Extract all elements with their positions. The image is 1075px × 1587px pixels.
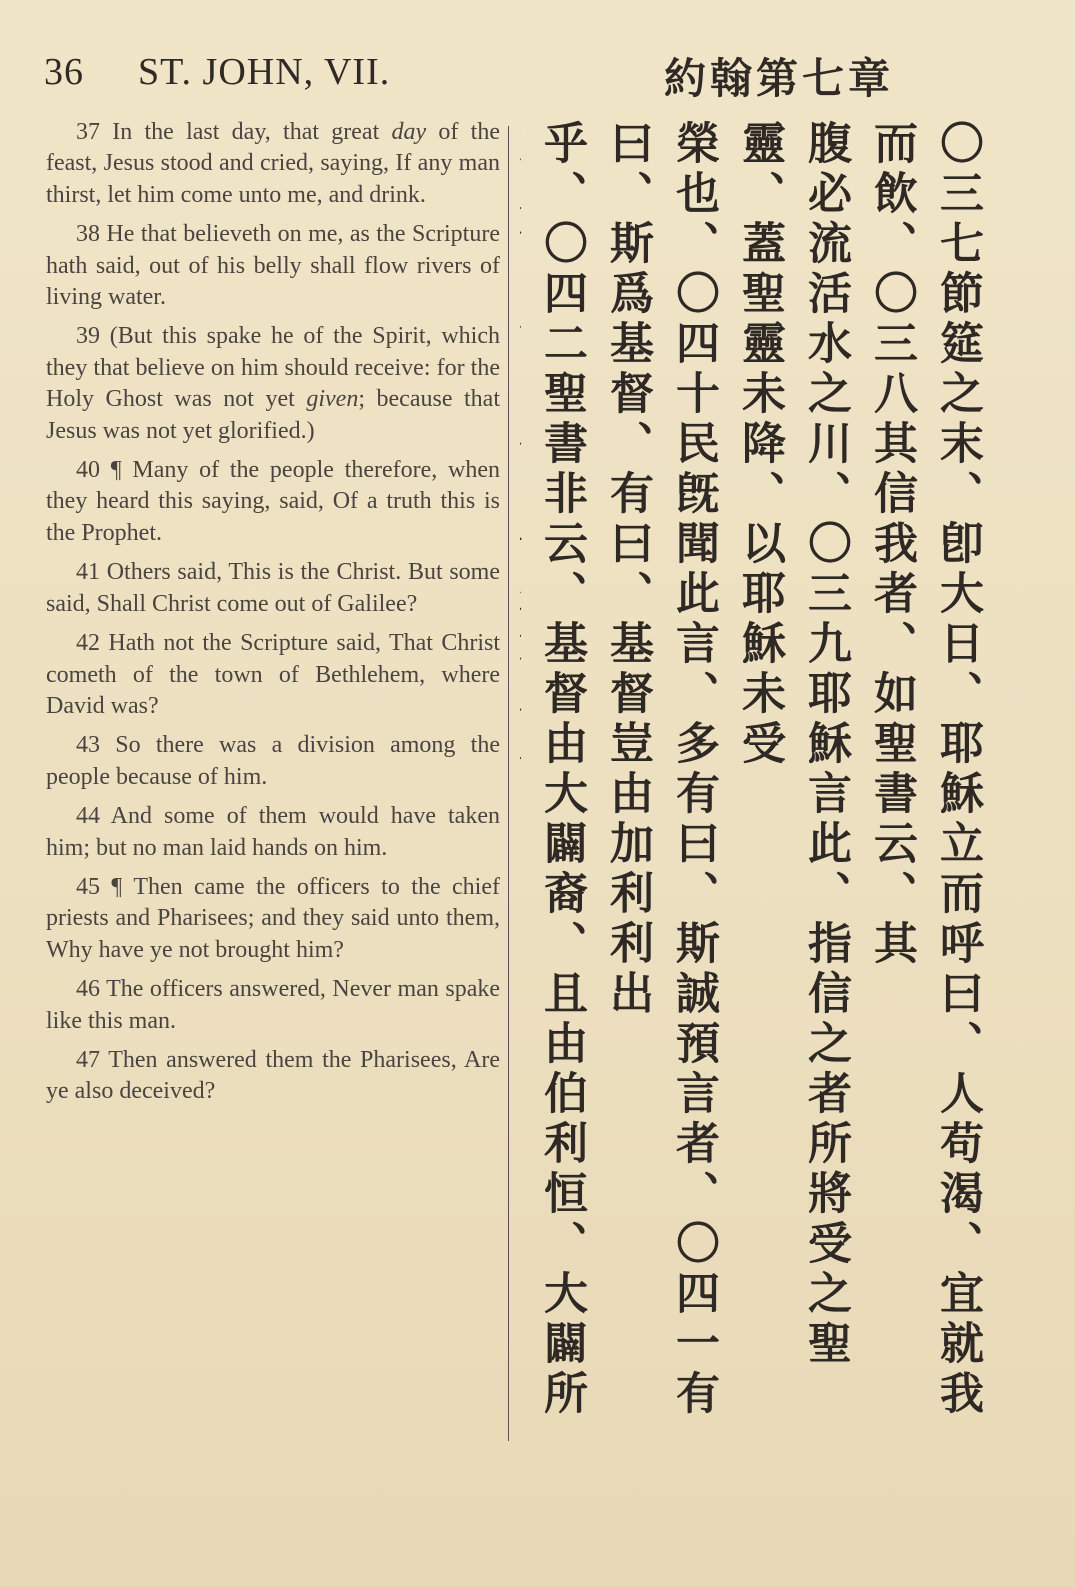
chinese-text-column [520, 120, 990, 1460]
verse-43: 43 So there was a division among the people because of him. [46, 732, 500, 790]
english-text-column [46, 117, 500, 1116]
column-divider [508, 126, 509, 1441]
chinese-column-2: 腹必流活水之川、〇三九耶穌言此、指信之者所將受之聖靈、蓋聖靈未降、以耶穌未受 [734, 120, 851, 1370]
book-title: ST. JOHN, VII. [138, 51, 391, 93]
verse-46: 46 The officers answered, Never man spake like this man. [46, 976, 500, 1034]
chinese-header: 約翰第七章 [664, 54, 895, 103]
chinese-column-1: 〇三七節筵之末、卽大日、耶穌立而呼曰、人苟渴、宜就我而飲、〇三八其信我者、如聖書云、其 [866, 120, 983, 1420]
verse-42: 42 Hath not the Scripture said, That Christ cometh of the town of Bethlehem, where David was? [46, 630, 500, 719]
page-number: 36 [44, 51, 84, 93]
english-header [44, 50, 390, 94]
verse-37: 37 In the last day, that great day of the feast, Jesus stood and cried, saying, If any man thirst, let him come unto me, and drink. [46, 119, 501, 208]
chinese-column-4: 乎、〇四二聖書非云、基督由大闢裔、且由伯利恒、大闢所 [536, 120, 587, 1420]
verse-38: 38 He that believeth on me, as the Scripture hath said, out of his belly shall flow rivers of living water. [46, 221, 500, 311]
verse-44: 44 And some of them would have taken him; but no man laid hands on him. [46, 803, 500, 861]
verse-41: 41 Others said, This is the Christ. But some said, Shall Christ come out of Galilee? [46, 559, 500, 617]
verse-40: 40 ¶ Many of the people therefore, when they heard this saying, said, Of a truth this is the Prophet. [46, 457, 500, 546]
verse-45: 45 ¶ Then came the officers to the chief priests and Pharisees; and they said unto them, Why have ye not brought him? [46, 873, 500, 963]
chinese-column-3: 榮也、〇四十民旣聞此言、多有曰、斯誠預言者、〇四一有曰、斯爲基督、有曰、基督豈由加利利出 [602, 120, 719, 1420]
verse-47: 47 Then answered them the Pharisees, Are ye also deceived? [46, 1046, 500, 1105]
verse-39: 39 (But this spake he of the Spirit, which they that believe on him should receive: for the Holy Ghost was not yet given; because that Jesus was not yet glorified.) [46, 323, 501, 444]
